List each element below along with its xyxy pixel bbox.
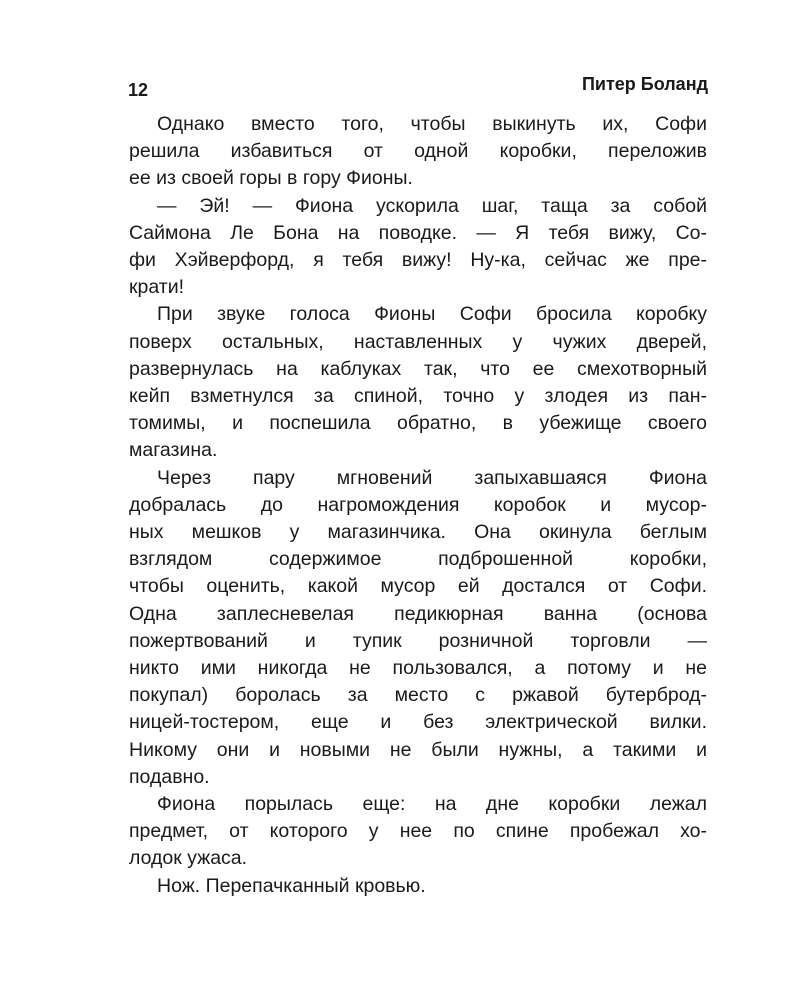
text-line: пожертвований и тупик розничной торговли — [129, 629, 707, 652]
text-line: развернулась на каблуках так, что ее смехотворный [129, 357, 707, 380]
text-line: поверх остальных, наставленных у чужих дверей, [129, 330, 707, 353]
running-head [128, 74, 708, 102]
text-line: Однако вместо того, чтобы выкинуть их, Софи [157, 113, 707, 135]
text-line: — Эй! — Фиона ускорила шаг, таща за собой [157, 194, 707, 217]
text-line: предмет, от которого у нее по спине пробежал хо- [129, 820, 707, 843]
text-line: Никому они и новыми не были нужны, а такими и [129, 738, 707, 761]
text-line: кейп взметнулся за спиной, точно у злодея из пан- [129, 385, 707, 408]
text-line: ницей-тостером, еще и без электрической вилки. [129, 711, 707, 734]
text-line: фи Хэйверфорд, я тебя вижу! Ну-ка, сейчас же пре- [129, 249, 707, 272]
text-line: крати! [129, 276, 185, 299]
text-line: подавно. [129, 765, 210, 788]
text-line: При звуке голоса Фионы Софи бросила коробку [157, 303, 707, 326]
text-line: Нож. Перепачканный кровью. [157, 874, 426, 897]
text-line: Саймона Ле Бона на поводке. — Я тебя вижу, Со- [129, 221, 707, 244]
text-line: магазина. [129, 439, 218, 462]
text-line: ных мешков у магазинчика. Она окинула беглым [129, 521, 707, 544]
paragraph [129, 465, 707, 791]
paragraph [129, 111, 707, 193]
text-line: Одна заплесневелая педикюрная ванна (основа [129, 602, 707, 625]
text-line: покупал) боролась за место с ржавой бутерброд- [129, 684, 707, 707]
text-line: ее из своей горы в гору Фионы. [129, 167, 413, 190]
paragraph [129, 301, 707, 464]
body-text [129, 111, 707, 900]
text-line: лодок ужаса. [129, 847, 248, 870]
paragraph [129, 193, 707, 302]
text-line: чтобы оценить, какой мусор ей достался от Софи. [129, 575, 707, 598]
text-line: решила избавиться от одной коробки, переложив [129, 140, 707, 163]
author-name: Питер Боланд [581, 74, 708, 94]
paragraph [129, 791, 707, 873]
text-line: Фиона порылась еще: на дне коробки лежал [157, 793, 707, 816]
text-line: взглядом содержимое подброшенной коробки, [129, 548, 707, 571]
paragraph [129, 873, 707, 900]
text-line: никто ими никогда не пользовался, а потому и не [129, 657, 707, 680]
text-line: томимы, и поспешила обратно, в убежище своего [129, 412, 707, 435]
page-number: 12 [128, 80, 149, 100]
text-line: Через пару мгновений запыхавшаяся Фиона [157, 466, 707, 489]
text-line: добралась до нагромождения коробок и мусор- [129, 493, 707, 516]
